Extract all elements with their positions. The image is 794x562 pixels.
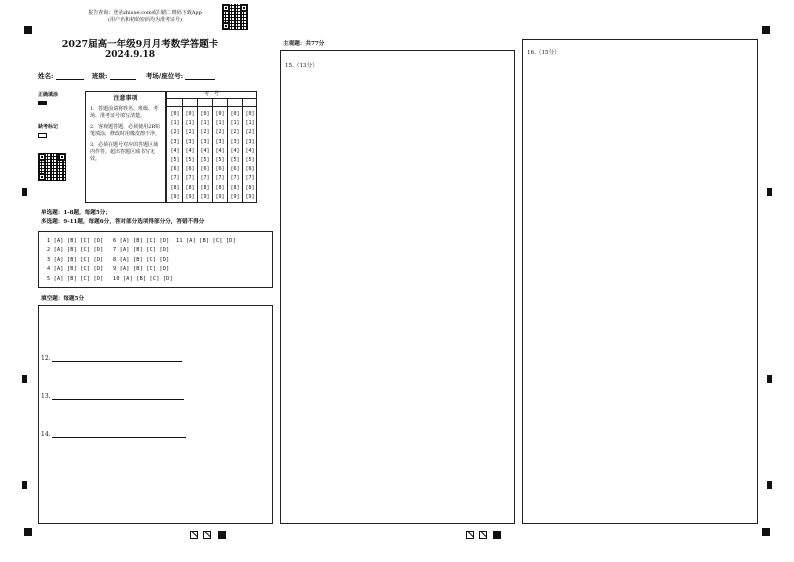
timing-mark	[22, 375, 27, 383]
choice-row-9[interactable]: 9 [A] [B] [C] [D]	[113, 266, 170, 273]
exam-id-digit[interactable]: [3]	[215, 138, 225, 145]
q13-answer-line[interactable]	[52, 399, 184, 400]
exam-id-digit[interactable]: [5]	[170, 157, 180, 164]
exam-id-digit[interactable]: [9]	[245, 193, 255, 200]
exam-id-digit[interactable]: [3]	[170, 138, 180, 145]
exam-id-digit[interactable]: [5]	[185, 157, 195, 164]
timing-mark	[767, 188, 772, 196]
exam-id-digit[interactable]: [4]	[245, 147, 255, 154]
app-qr-code[interactable]	[222, 4, 248, 30]
exam-id-digit[interactable]: [2]	[215, 129, 225, 136]
exam-id-digit[interactable]: [1]	[170, 120, 180, 127]
exam-id-digit[interactable]: [0]	[245, 111, 255, 117]
timing-mark	[767, 375, 772, 383]
absent-mark-label: 缺考标记	[38, 124, 59, 130]
exam-id-digit[interactable]: [2]	[200, 129, 210, 136]
page-marker-slash-box	[479, 531, 487, 539]
timing-mark	[22, 188, 27, 196]
exam-id-digit[interactable]: [2]	[230, 129, 240, 136]
choice-row-6[interactable]: 6 [A] [B] [C] [D]	[113, 238, 170, 244]
exam-id-digit[interactable]: [8]	[215, 184, 225, 191]
timing-mark	[22, 481, 27, 489]
multi-choice-label: 多选题：9-11题，每题6分，答对部分选项得部分分，答错不得分	[41, 219, 205, 225]
exam-id-column[interactable]	[213, 110, 227, 202]
exam-id-digit[interactable]: [8]	[245, 184, 255, 191]
choice-row-1[interactable]: 1 [A] [B] [C] [D]	[47, 238, 104, 244]
class-field[interactable]	[110, 79, 136, 80]
exam-id-digit[interactable]: [3]	[245, 138, 255, 145]
exam-id-digit[interactable]: [3]	[230, 138, 240, 145]
exam-id-digit[interactable]: [8]	[200, 184, 210, 191]
notes-item: 1．答题前请将姓名、班级、考场、准考证号填写清楚。	[90, 106, 159, 120]
exam-id-digit[interactable]: [7]	[185, 175, 195, 182]
exam-id-digit[interactable]: [6]	[230, 166, 240, 173]
exam-id-digit[interactable]: [4]	[185, 147, 195, 154]
q15-label: 15.（13分）	[285, 63, 318, 69]
exam-id-digit[interactable]: [7]	[170, 175, 180, 182]
notes-item: 2．客观题答题，必须使用2B铅笔填涂，修改时用橡皮擦干净。	[90, 123, 161, 138]
exam-id-digit[interactable]: [2]	[170, 129, 180, 136]
exam-id-digit[interactable]: [5]	[230, 157, 240, 164]
q13-label: 13.	[41, 393, 51, 400]
corner-mark-bl	[24, 528, 32, 536]
choice-row-3[interactable]: 3 [A] [B] [C] [D]	[47, 256, 104, 263]
exam-id-divider	[182, 98, 183, 203]
exam-id-label: 考 号	[203, 91, 219, 97]
exam-id-digit[interactable]: [6]	[245, 166, 255, 173]
exam-id-digit[interactable]: [2]	[245, 129, 255, 136]
notes-title: 注意事项	[113, 95, 138, 102]
choice-row-11[interactable]: 11 [A] [B] [C] [D]	[176, 238, 236, 244]
page-marker-slash-box	[466, 531, 474, 539]
exam-id-digit[interactable]: [8]	[230, 184, 240, 191]
exam-id-column[interactable]	[168, 110, 182, 202]
exam-id-digit[interactable]: [1]	[215, 120, 225, 127]
q12-label: 12.	[41, 355, 51, 362]
exam-id-digit[interactable]: [7]	[245, 175, 255, 182]
exam-id-digit[interactable]: [9]	[230, 193, 240, 200]
room-seat-label: 考场/座位号:	[145, 72, 184, 80]
exam-id-digit[interactable]: [0]	[215, 111, 225, 117]
exam-id-divider	[242, 98, 243, 203]
exam-id-digit[interactable]: [6]	[185, 166, 195, 173]
exam-id-digit[interactable]: [3]	[200, 138, 210, 145]
exam-id-digit[interactable]: [1]	[185, 120, 195, 127]
q12-answer-line[interactable]	[52, 361, 182, 362]
exam-id-digit[interactable]: [6]	[215, 166, 225, 173]
q16-answer-area[interactable]	[522, 39, 758, 524]
name-label: 姓名:	[38, 72, 54, 80]
choice-row-2[interactable]: 2 [A] [B] [C] [D]	[47, 247, 104, 254]
choice-row-5[interactable]: 5 [A] [B] [C] [D]	[47, 275, 104, 282]
exam-id-digit[interactable]: [2]	[185, 129, 195, 136]
exam-id-digit[interactable]: [0]	[230, 111, 240, 117]
absent-mark-box[interactable]	[38, 133, 47, 138]
name-field[interactable]	[56, 79, 84, 80]
exam-id-divider	[197, 98, 198, 203]
q14-label: 14.	[41, 431, 51, 438]
exam-id-digit[interactable]: [5]	[215, 157, 225, 164]
fill-blank-label: 填空题：每题5分	[41, 296, 85, 302]
page-marker-slash-box	[190, 531, 198, 539]
exam-id-digit[interactable]: [7]	[230, 175, 240, 182]
page-marker-filled	[493, 531, 501, 539]
class-label: 班级:	[91, 72, 108, 80]
q15-answer-area[interactable]	[280, 50, 515, 524]
corner-mark-tl	[24, 26, 32, 34]
exam-id-digit[interactable]: [6]	[200, 166, 210, 173]
exam-id-digit[interactable]: [9]	[215, 193, 225, 200]
exam-id-digit[interactable]: [0]	[170, 111, 180, 117]
fill-blank-box	[38, 305, 273, 524]
exam-id-digit[interactable]: [8]	[185, 184, 195, 191]
subjective-label: 主观题：共77分	[283, 41, 325, 47]
room-seat-field[interactable]	[185, 79, 215, 80]
exam-id-digit[interactable]: [0]	[185, 111, 195, 117]
correct-fill-label: 正确填涂	[38, 92, 59, 98]
exam-id-digit[interactable]: [7]	[200, 175, 210, 182]
exam-id-digit[interactable]: [1]	[230, 120, 240, 127]
corner-mark-tr	[762, 26, 770, 34]
exam-id-divider	[212, 98, 213, 203]
exam-id-digit[interactable]: [8]	[170, 184, 180, 191]
corner-mark-br	[762, 528, 770, 536]
page-marker-filled	[218, 531, 226, 539]
report-notice: 报告查询：登录zhixue.com或扫描二维码下载App	[88, 10, 202, 16]
choice-row-7[interactable]: 7 [A] [B] [C] [D]	[113, 247, 170, 254]
exam-id-column[interactable]	[243, 110, 257, 202]
choice-row-4[interactable]: 4 [A] [B] [C] [D]	[47, 266, 104, 273]
exam-id-digit[interactable]: [6]	[170, 166, 180, 173]
exam-id-digit[interactable]: [4]	[200, 147, 210, 154]
student-qr-code	[38, 153, 66, 181]
exam-id-digit[interactable]: [3]	[185, 138, 195, 145]
exam-id-digit[interactable]: [4]	[215, 147, 225, 154]
exam-id-digit[interactable]: [1]	[200, 120, 210, 127]
q16-label: 16.（15分）	[527, 50, 560, 56]
exam-id-digit[interactable]: [9]	[185, 193, 195, 200]
exam-id-digit[interactable]: [5]	[245, 157, 255, 164]
exam-id-digit[interactable]: [4]	[230, 147, 240, 154]
choice-row-10[interactable]: 10 [A] [B] [C] [D]	[113, 275, 173, 282]
exam-id-digit[interactable]: [0]	[200, 111, 210, 117]
exam-id-digit[interactable]: [9]	[170, 193, 180, 200]
page-title: 2027届高一年级9月月考数学答题卡	[61, 39, 219, 50]
exam-id-column[interactable]	[228, 110, 242, 202]
page-marker-slash-box	[203, 531, 211, 539]
exam-date: 2024.9.18	[104, 50, 156, 60]
timing-mark	[767, 481, 772, 489]
exam-id-digit[interactable]: [1]	[245, 120, 255, 127]
correct-fill-sample	[38, 101, 47, 105]
exam-id-digit[interactable]: [4]	[170, 147, 180, 154]
q14-answer-line[interactable]	[52, 437, 186, 438]
single-choice-label: 单选题：1-8题，每题5分；	[41, 210, 111, 216]
exam-id-digit[interactable]: [7]	[215, 175, 225, 182]
exam-id-divider	[227, 98, 228, 203]
exam-id-column[interactable]	[198, 110, 212, 202]
exam-id-column[interactable]	[183, 110, 197, 202]
notes-item: 3．必须在题号对应的答题区域内作答，超出答题区域书写无效。	[90, 141, 159, 163]
choice-row-8[interactable]: 8 [A] [B] [C] [D]	[113, 256, 170, 263]
login-notice: (用户名和初始密码均为准考证号)	[108, 17, 182, 23]
exam-id-digit[interactable]: [5]	[200, 157, 210, 164]
exam-id-digit[interactable]: [9]	[200, 193, 210, 200]
